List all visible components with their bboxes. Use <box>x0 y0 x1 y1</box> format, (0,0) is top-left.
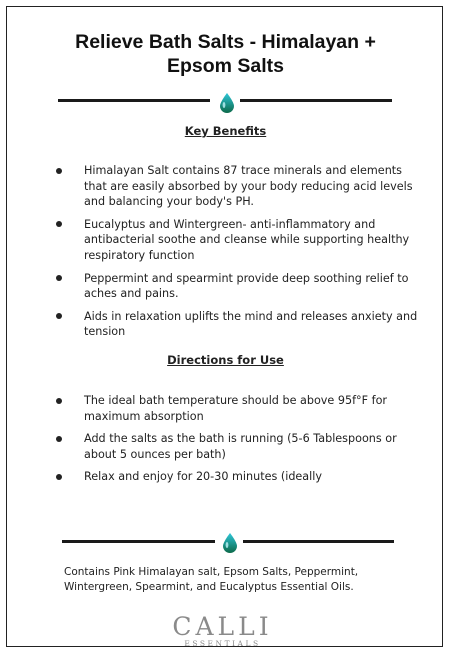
divider-bottom-left <box>62 540 215 543</box>
benefit-item: Aids in relaxation uplifts the mind and releases anxiety and tension <box>0 309 445 340</box>
direction-item: Add the salts as the bath is running (5-6 Tablespoons or about 5 ounces per bath) <box>0 431 445 462</box>
bullet-icon <box>56 474 62 480</box>
divider-right <box>240 99 392 102</box>
benefit-item: Eucalyptus and Wintergreen- anti-inflammatory and antibacterial soothe and cleanse while supporting healthy respiratory function <box>0 217 445 264</box>
water-drop-icon <box>221 532 239 554</box>
directions-list <box>0 393 445 492</box>
benefits-heading: Key Benefits <box>184 124 267 138</box>
brand-logo <box>0 612 445 648</box>
page-title <box>20 30 431 78</box>
water-drop-icon <box>218 92 236 114</box>
benefits-list <box>0 163 445 347</box>
title-line-2: Epsom Salts <box>166 55 285 77</box>
benefit-item: Himalayan Salt contains 87 trace minerals and elements that are easily absorbed by your body reducing acid levels and balancing your body's PH. <box>0 163 445 210</box>
bullet-icon <box>56 168 62 174</box>
divider-left <box>58 99 210 102</box>
logo-sub: ESSENTIALS <box>184 639 261 648</box>
divider-bottom-right <box>243 540 394 543</box>
logo-name: CALLI <box>172 612 273 641</box>
bullet-icon <box>56 313 62 319</box>
bullet-icon <box>56 436 62 442</box>
bullet-icon <box>56 275 62 281</box>
benefit-item: Peppermint and spearmint provide deep soothing relief to aches and pains. <box>0 271 445 302</box>
direction-item: The ideal bath temperature should be above 95f°F for maximum absorption <box>0 393 445 424</box>
ingredients-text: Contains Pink Himalayan salt, Epsom Salts, Peppermint, Wintergreen, Spearmint, and Eucalyptus Essential Oils. <box>64 566 359 593</box>
direction-item: Relax and enjoy for 20-30 minutes (ideally <box>0 469 445 485</box>
title-line-1: Relieve Bath Salts - Himalayan + <box>75 31 376 53</box>
bullet-icon <box>56 398 62 404</box>
directions-heading: Directions for Use <box>167 353 284 367</box>
bullet-icon <box>56 221 62 227</box>
